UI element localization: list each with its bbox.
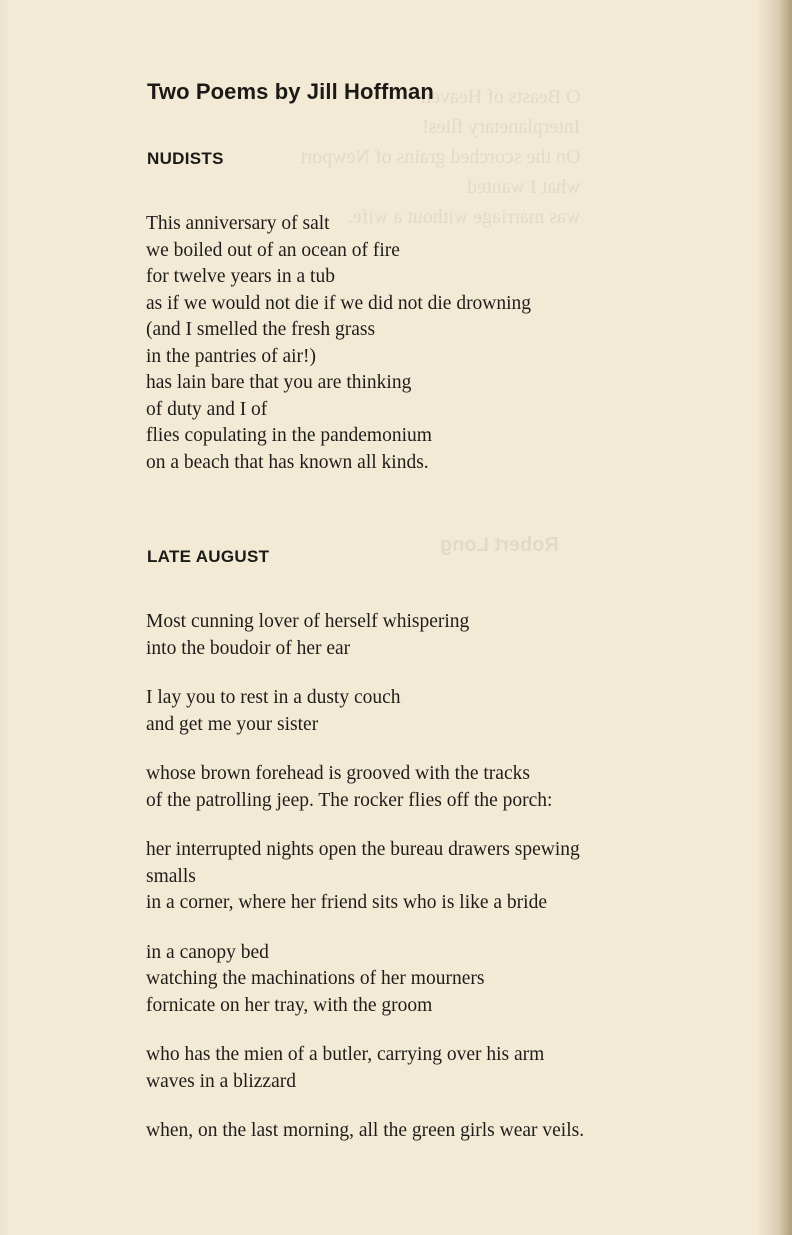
poem-line: on a beach that has known all kinds. bbox=[146, 451, 429, 473]
poem-line: in a corner, where her friend sits who is like a bride bbox=[146, 892, 547, 913]
poem-line: who has the mien of a butler, carrying over his arm bbox=[146, 1044, 545, 1065]
poem-line: has lain bare that you are thinking bbox=[146, 372, 412, 393]
stanza bbox=[146, 940, 584, 1020]
show-through-text: O Beasts of Heaven Interplanetary flies! On the scorched grains of Newport what I wanted was marriage without a wife. bbox=[300, 86, 581, 228]
poem-line: in a canopy bed bbox=[146, 941, 269, 963]
page-title: Two Poems by Jill Hoffman bbox=[147, 79, 434, 104]
poem-line: into the boudoir of her ear bbox=[146, 637, 351, 659]
poem-line: when, on the last morning, all the green girls wear veils. bbox=[146, 1120, 585, 1141]
poem-line: waves in a blizzard bbox=[146, 1070, 296, 1092]
poem-line: and get me your sister bbox=[146, 713, 319, 735]
stanza bbox=[146, 685, 584, 738]
poem-line: I lay you to rest in a dusty couch bbox=[146, 687, 401, 708]
poem-body-late-august bbox=[146, 609, 584, 1168]
poem-line: fornicate on her tray, with the groom bbox=[146, 994, 433, 1016]
stanza bbox=[146, 609, 584, 662]
poem-line: of the patrolling jeep. The rocker flies off the porch: bbox=[146, 789, 553, 811]
stanza bbox=[146, 1042, 584, 1095]
stanza bbox=[146, 761, 584, 814]
stanza bbox=[146, 211, 531, 476]
show-through-text: Robert Long bbox=[440, 534, 559, 556]
poem-line: flies copulating in the pandemonium bbox=[146, 425, 432, 446]
stanza bbox=[146, 837, 584, 917]
poem-line: Most cunning lover of herself whispering bbox=[146, 611, 470, 632]
poem-line: her interrupted nights open the bureau drawers spewing bbox=[146, 839, 580, 860]
poem-line: of duty and I of bbox=[146, 398, 268, 420]
poem-body-nudists bbox=[146, 211, 531, 499]
poem-line: for twelve years in a tub bbox=[146, 266, 335, 287]
poem-line: in the pantries of air!) bbox=[146, 345, 317, 367]
poem-line: as if we would not die if we did not die drowning bbox=[146, 292, 532, 314]
poem-heading-nudists: NUDISTS bbox=[147, 149, 224, 168]
poem-line: whose brown forehead is grooved with the tracks bbox=[146, 763, 530, 784]
poem-line: we boiled out of an ocean of fire bbox=[146, 239, 400, 261]
poem-line: watching the machinations of her mourners bbox=[146, 968, 485, 989]
poem-line: smalls bbox=[146, 865, 196, 887]
poem-line: (and I smelled the fresh grass bbox=[146, 319, 376, 340]
poem-heading-late-august: LATE AUGUST bbox=[147, 547, 270, 566]
poem-line: This anniversary of salt bbox=[146, 213, 330, 234]
stanza bbox=[146, 1118, 584, 1145]
